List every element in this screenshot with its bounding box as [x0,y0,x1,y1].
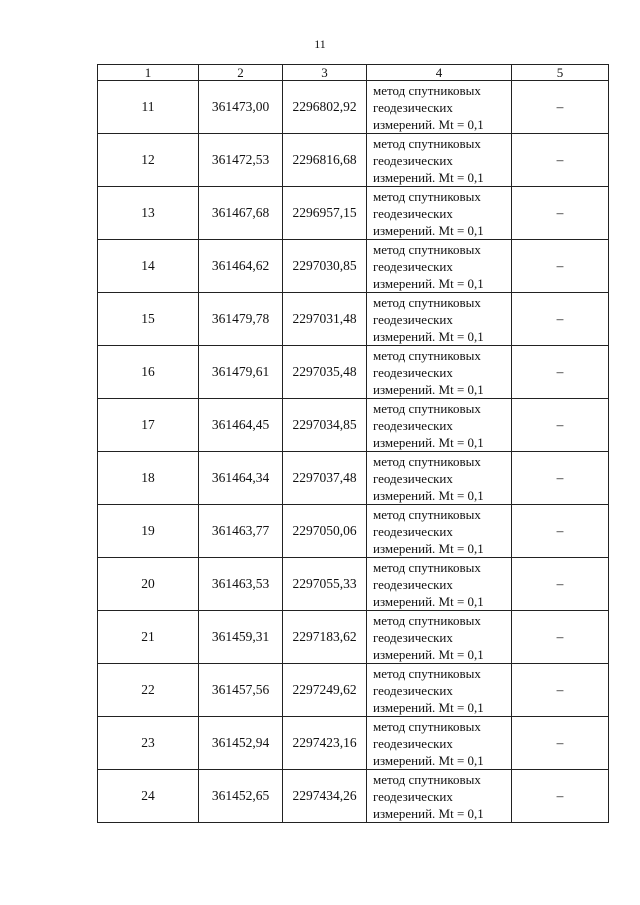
note-cell: – [512,505,609,558]
method-line: геодезических [373,523,453,539]
method-line: измерений. Mt = 0,1 [373,646,484,662]
y-coordinate-cell: 2297423,16 [283,717,367,770]
method-line: измерений. Mt = 0,1 [373,275,484,291]
method-cell [367,717,512,770]
note-cell: – [512,717,609,770]
x-coordinate-cell: 361464,62 [199,240,283,293]
note-cell: – [512,293,609,346]
column-header-4: 4 [367,65,512,81]
x-coordinate-cell: 361479,61 [199,346,283,399]
method-line: метод спутниковых [373,294,481,310]
method-line: геодезических [373,417,453,433]
column-header-5: 5 [512,65,609,81]
note-cell: – [512,134,609,187]
method-line: геодезических [373,682,453,698]
y-coordinate-cell: 2297434,26 [283,770,367,823]
method-cell [367,81,512,134]
x-coordinate-cell: 361464,45 [199,399,283,452]
x-coordinate-cell: 361472,53 [199,134,283,187]
method-cell [367,293,512,346]
method-line: метод спутниковых [373,559,481,575]
point-number-cell: 12 [98,134,199,187]
point-number-cell: 24 [98,770,199,823]
point-number-cell: 21 [98,611,199,664]
point-number-cell: 22 [98,664,199,717]
table-row [98,717,609,770]
note-cell: – [512,664,609,717]
table-header-row [98,65,609,81]
point-number-cell: 20 [98,558,199,611]
table-row [98,81,609,134]
table-row [98,558,609,611]
table-row [98,505,609,558]
method-line: измерений. Mt = 0,1 [373,169,484,185]
note-cell: – [512,81,609,134]
note-cell: – [512,452,609,505]
y-coordinate-cell: 2297031,48 [283,293,367,346]
method-line: метод спутниковых [373,718,481,734]
x-coordinate-cell: 361463,77 [199,505,283,558]
method-line: метод спутниковых [373,135,481,151]
table-row [98,187,609,240]
method-line: метод спутниковых [373,506,481,522]
x-coordinate-cell: 361463,53 [199,558,283,611]
table-row [98,293,609,346]
y-coordinate-cell: 2297183,62 [283,611,367,664]
x-coordinate-cell: 361467,68 [199,187,283,240]
table-row [98,664,609,717]
table-row [98,346,609,399]
y-coordinate-cell: 2297249,62 [283,664,367,717]
method-cell [367,187,512,240]
column-header-1: 1 [98,65,199,81]
method-line: метод спутниковых [373,612,481,628]
method-line: метод спутниковых [373,453,481,469]
column-header-3: 3 [283,65,367,81]
y-coordinate-cell: 2297030,85 [283,240,367,293]
x-coordinate-cell: 361473,00 [199,81,283,134]
method-line: метод спутниковых [373,400,481,416]
x-coordinate-cell: 361457,56 [199,664,283,717]
method-line: метод спутниковых [373,347,481,363]
coordinates-table [97,64,609,823]
method-cell [367,240,512,293]
y-coordinate-cell: 2296816,68 [283,134,367,187]
method-line: метод спутниковых [373,82,481,98]
method-line: метод спутниковых [373,241,481,257]
method-line: геодезических [373,258,453,274]
table-row [98,399,609,452]
method-cell [367,399,512,452]
method-line: геодезических [373,629,453,645]
method-line: геодезических [373,205,453,221]
note-cell: – [512,240,609,293]
point-number-cell: 18 [98,452,199,505]
method-cell [367,558,512,611]
method-line: метод спутниковых [373,665,481,681]
x-coordinate-cell: 361452,94 [199,717,283,770]
table-body [98,81,609,823]
x-coordinate-cell: 361479,78 [199,293,283,346]
method-cell [367,346,512,399]
method-line: метод спутниковых [373,771,481,787]
method-line: геодезических [373,735,453,751]
method-line: метод спутниковых [373,188,481,204]
method-line: измерений. Mt = 0,1 [373,540,484,556]
point-number-cell: 16 [98,346,199,399]
method-line: измерений. Mt = 0,1 [373,222,484,238]
point-number-cell: 15 [98,293,199,346]
y-coordinate-cell: 2297035,48 [283,346,367,399]
method-cell [367,505,512,558]
y-coordinate-cell: 2296957,15 [283,187,367,240]
y-coordinate-cell: 2297037,48 [283,452,367,505]
table-row [98,452,609,505]
point-number-cell: 13 [98,187,199,240]
table-row [98,770,609,823]
x-coordinate-cell: 361459,31 [199,611,283,664]
point-number-cell: 17 [98,399,199,452]
x-coordinate-cell: 361452,65 [199,770,283,823]
column-header-2: 2 [199,65,283,81]
method-line: геодезических [373,152,453,168]
method-line: измерений. Mt = 0,1 [373,434,484,450]
note-cell: – [512,187,609,240]
method-line: измерений. Mt = 0,1 [373,699,484,715]
method-line: геодезических [373,576,453,592]
method-line: измерений. Mt = 0,1 [373,805,484,821]
method-cell [367,452,512,505]
note-cell: – [512,770,609,823]
method-line: измерений. Mt = 0,1 [373,593,484,609]
point-number-cell: 11 [98,81,199,134]
point-number-cell: 23 [98,717,199,770]
method-line: измерений. Mt = 0,1 [373,116,484,132]
method-line: измерений. Mt = 0,1 [373,752,484,768]
note-cell: – [512,399,609,452]
table-row [98,134,609,187]
method-line: геодезических [373,470,453,486]
note-cell: – [512,346,609,399]
y-coordinate-cell: 2296802,92 [283,81,367,134]
point-number-cell: 14 [98,240,199,293]
method-cell [367,664,512,717]
x-coordinate-cell: 361464,34 [199,452,283,505]
y-coordinate-cell: 2297034,85 [283,399,367,452]
method-line: геодезических [373,311,453,327]
method-line: геодезических [373,364,453,380]
method-line: геодезических [373,788,453,804]
y-coordinate-cell: 2297055,33 [283,558,367,611]
method-line: измерений. Mt = 0,1 [373,487,484,503]
method-cell [367,770,512,823]
page-number: 11 [314,37,326,51]
note-cell: – [512,558,609,611]
method-line: измерений. Mt = 0,1 [373,381,484,397]
method-line: геодезических [373,99,453,115]
point-number-cell: 19 [98,505,199,558]
method-line: измерений. Mt = 0,1 [373,328,484,344]
method-cell [367,134,512,187]
method-cell [367,611,512,664]
table-row [98,611,609,664]
y-coordinate-cell: 2297050,06 [283,505,367,558]
table-row [98,240,609,293]
note-cell: – [512,611,609,664]
